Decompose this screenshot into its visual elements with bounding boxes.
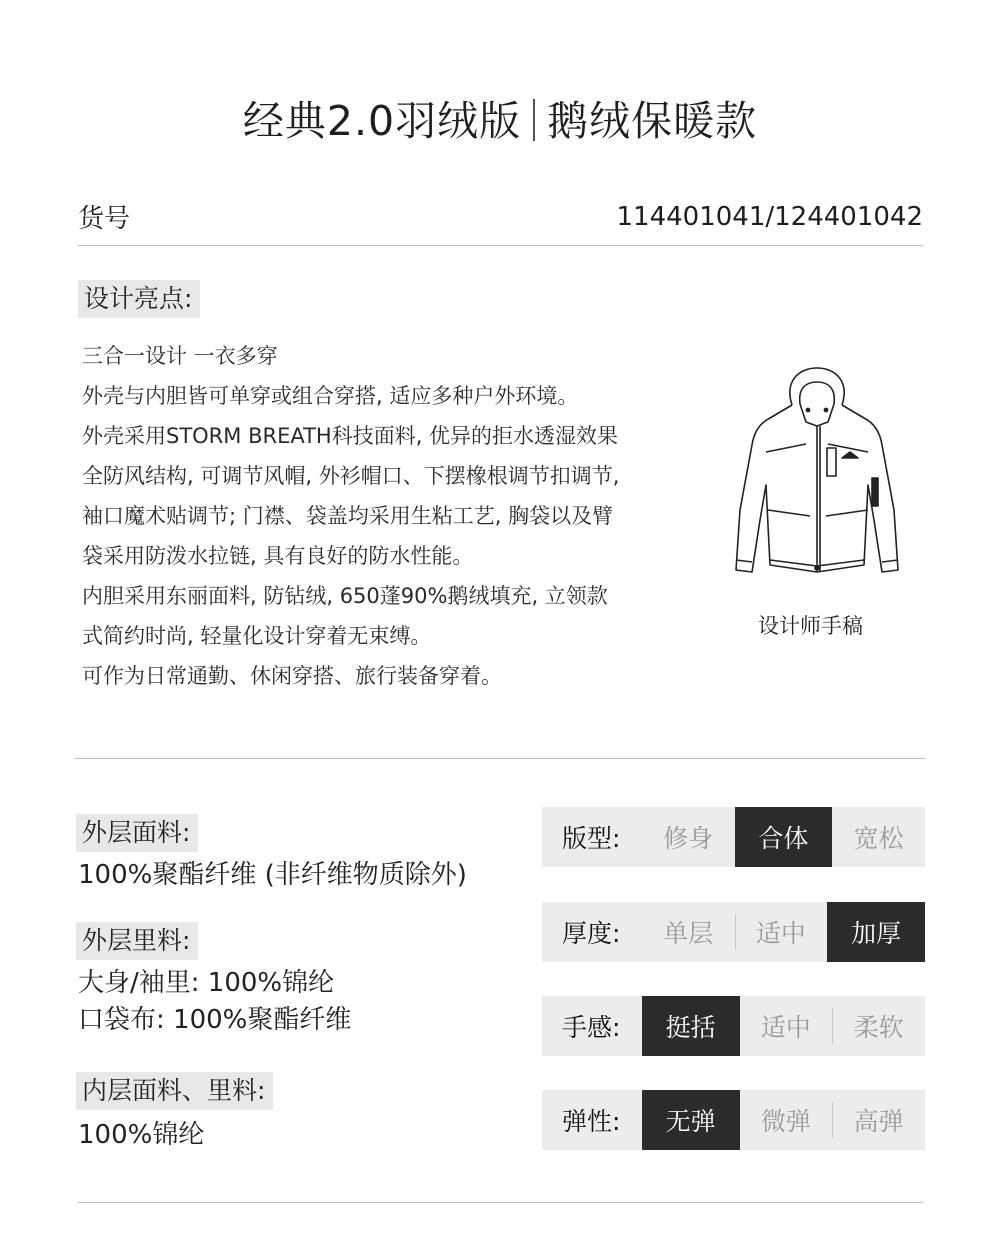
item-number-label: 货号: [78, 204, 131, 234]
attr-option: 适中: [760, 1013, 811, 1042]
attr-row-feel: [542, 996, 925, 1056]
title-left: 经典2.0羽绒版: [242, 97, 522, 145]
attr-row-stretch: [542, 1090, 925, 1150]
item-number-value: 114401041/124401042: [616, 201, 923, 232]
divider-middle: [75, 758, 925, 759]
outer-fabric-label: 外层面料:: [76, 814, 198, 852]
attr-option-selected: 合体: [735, 807, 833, 867]
outer-lining-label: 外层里料:: [76, 922, 198, 960]
attr-row-fit: [542, 807, 925, 867]
attr-label: 弹性:: [562, 1107, 621, 1136]
attr-option: 柔软: [832, 996, 925, 1056]
divider-bottom: [78, 1202, 923, 1203]
outer-lining-value-1: 大身/袖里: 100%锦纶: [78, 968, 335, 998]
design-line: 全防风结构, 可调节风帽, 外衫帽口、下摆橡根调节扣调节,: [82, 464, 620, 488]
design-line: 可作为日常通勤、休闲穿搭、旅行装备穿着。: [82, 664, 502, 688]
attr-label: 手感:: [562, 1013, 621, 1042]
design-line: 袋采用防泼水拉链, 具有良好的防水性能。: [82, 544, 474, 568]
item-number-row: [78, 198, 923, 235]
design-line: 外壳与内胆皆可单穿或组合穿搭, 适应多种户外环境。: [82, 384, 579, 408]
outer-lining-value-2: 口袋布: 100%聚酯纤维: [78, 1005, 352, 1035]
attr-option: 修身: [663, 824, 714, 853]
attr-option-selected: 加厚: [827, 902, 925, 962]
design-line: 三合一设计 一衣多穿: [82, 344, 278, 368]
attr-option: 单层: [663, 919, 714, 948]
design-line: 内胆采用东丽面料, 防钻绒, 650蓬90%鹅绒填充, 立领款: [82, 584, 608, 608]
inner-label: 内层面料、里料:: [76, 1072, 273, 1110]
design-heading: 设计亮点:: [78, 280, 200, 318]
divider-top: [78, 245, 923, 246]
design-description: [82, 336, 702, 696]
outer-fabric-value: 100%聚酯纤维 (非纤维物质除外): [78, 860, 467, 890]
design-line: 袖口魔术贴调节; 门襟、袋盖均采用生粘工艺, 胸袋以及臂: [82, 504, 614, 528]
attr-option: 适中: [735, 902, 828, 962]
attr-label: 厚度:: [562, 919, 621, 948]
attr-option-selected: 挺括: [642, 996, 740, 1056]
sketch-caption: 设计师手稿: [758, 614, 863, 638]
page-title: [0, 88, 1000, 147]
attr-label: 版型:: [562, 824, 621, 853]
jacket-sketch: [722, 360, 912, 600]
title-separator: [533, 99, 535, 141]
attr-option: 高弹: [832, 1090, 925, 1150]
attr-option: 微弹: [760, 1107, 811, 1136]
attr-option-selected: 无弹: [642, 1090, 740, 1150]
inner-value: 100%锦纶: [78, 1120, 205, 1150]
design-line: 外壳采用STORM BREATH科技面料, 优异的拒水透湿效果: [82, 424, 619, 448]
design-line: 式简约时尚, 轻量化设计穿着无束缚。: [82, 624, 432, 648]
attr-row-thickness: [542, 902, 925, 962]
title-right: 鹅绒保暖款: [547, 97, 758, 145]
attr-option: 宽松: [853, 824, 904, 853]
